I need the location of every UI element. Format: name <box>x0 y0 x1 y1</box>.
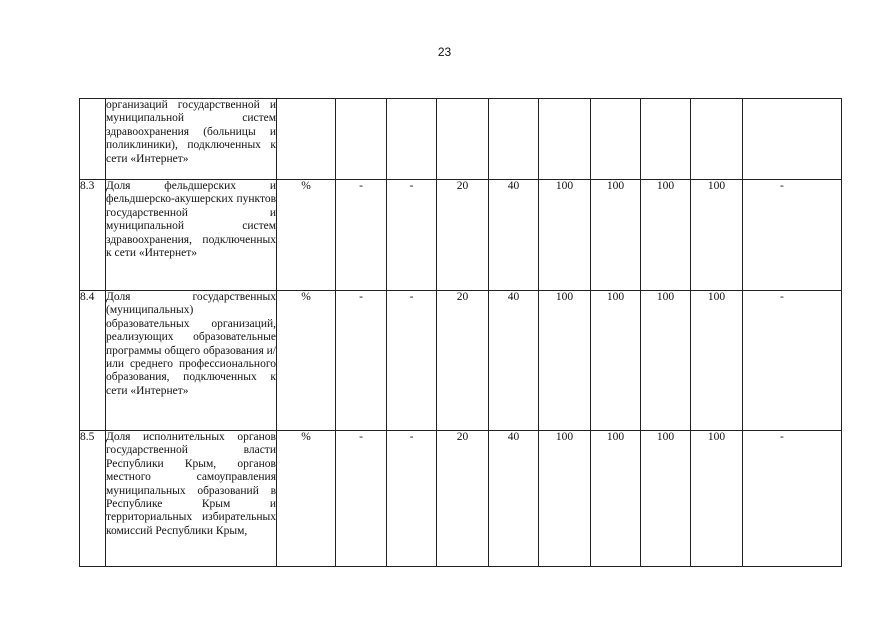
unit-cell: % <box>277 431 336 567</box>
value-cell: 40 <box>489 180 539 291</box>
row-number <box>80 99 106 180</box>
value-cell: 100 <box>641 180 691 291</box>
value-cell: 100 <box>691 180 743 291</box>
value-cell: 100 <box>641 291 691 431</box>
unit-cell: % <box>277 291 336 431</box>
value-cell: - <box>387 431 437 567</box>
value-cell: 20 <box>437 291 489 431</box>
value-cell: - <box>743 291 842 431</box>
value-cell: 100 <box>641 431 691 567</box>
value-cell: 20 <box>437 431 489 567</box>
value-cell <box>641 99 691 180</box>
value-cell <box>539 99 591 180</box>
value-cell: 20 <box>437 180 489 291</box>
value-cell: 100 <box>539 431 591 567</box>
unit-cell: % <box>277 180 336 291</box>
page-number: 23 <box>437 45 452 59</box>
value-cell: - <box>743 180 842 291</box>
value-cell: 100 <box>691 291 743 431</box>
value-cell <box>743 99 842 180</box>
indicator-name: Доля исполнительных органов государственной власти Республики Крым, органов местного самоуправления муниципальных образований в Республике Крым и территориальных избирательных комиссий Республики Крым, <box>106 431 277 567</box>
value-cell: - <box>387 291 437 431</box>
value-cell: 100 <box>591 431 641 567</box>
table-row <box>80 180 842 291</box>
table-row <box>80 99 842 180</box>
value-cell: - <box>743 431 842 567</box>
table-row <box>80 291 842 431</box>
value-cell: - <box>336 431 387 567</box>
value-cell: 40 <box>489 291 539 431</box>
row-number: 8.3 <box>80 180 106 291</box>
indicators-table <box>79 98 842 567</box>
value-cell: 100 <box>691 431 743 567</box>
value-cell <box>591 99 641 180</box>
value-cell: 100 <box>539 180 591 291</box>
value-cell <box>437 99 489 180</box>
value-cell <box>387 99 437 180</box>
value-cell: 100 <box>591 180 641 291</box>
indicator-name: Доля государственных (муниципальных) образовательных организаций, реализующих образовательные программы общего образования и/или среднего профессионального образования, подключенных к сети «Интернет» <box>106 291 277 431</box>
table-row <box>80 431 842 567</box>
unit-cell <box>277 99 336 180</box>
value-cell <box>336 99 387 180</box>
indicator-name: организаций государственной и муниципальной систем здравоохранения (больницы и поликлиники), подключенных к сети «Интернет» <box>106 99 277 180</box>
value-cell: - <box>336 180 387 291</box>
value-cell <box>489 99 539 180</box>
row-number: 8.4 <box>80 291 106 431</box>
value-cell: 40 <box>489 431 539 567</box>
value-cell: - <box>336 291 387 431</box>
indicator-name: Доля фельдшерских и фельдшерско-акушерских пунктов государственной и муниципальной систем здравоохранения, подключенных к сети «Интернет» <box>106 180 277 291</box>
value-cell: 100 <box>539 291 591 431</box>
value-cell: 100 <box>591 291 641 431</box>
value-cell <box>691 99 743 180</box>
value-cell: - <box>387 180 437 291</box>
row-number: 8.5 <box>80 431 106 567</box>
